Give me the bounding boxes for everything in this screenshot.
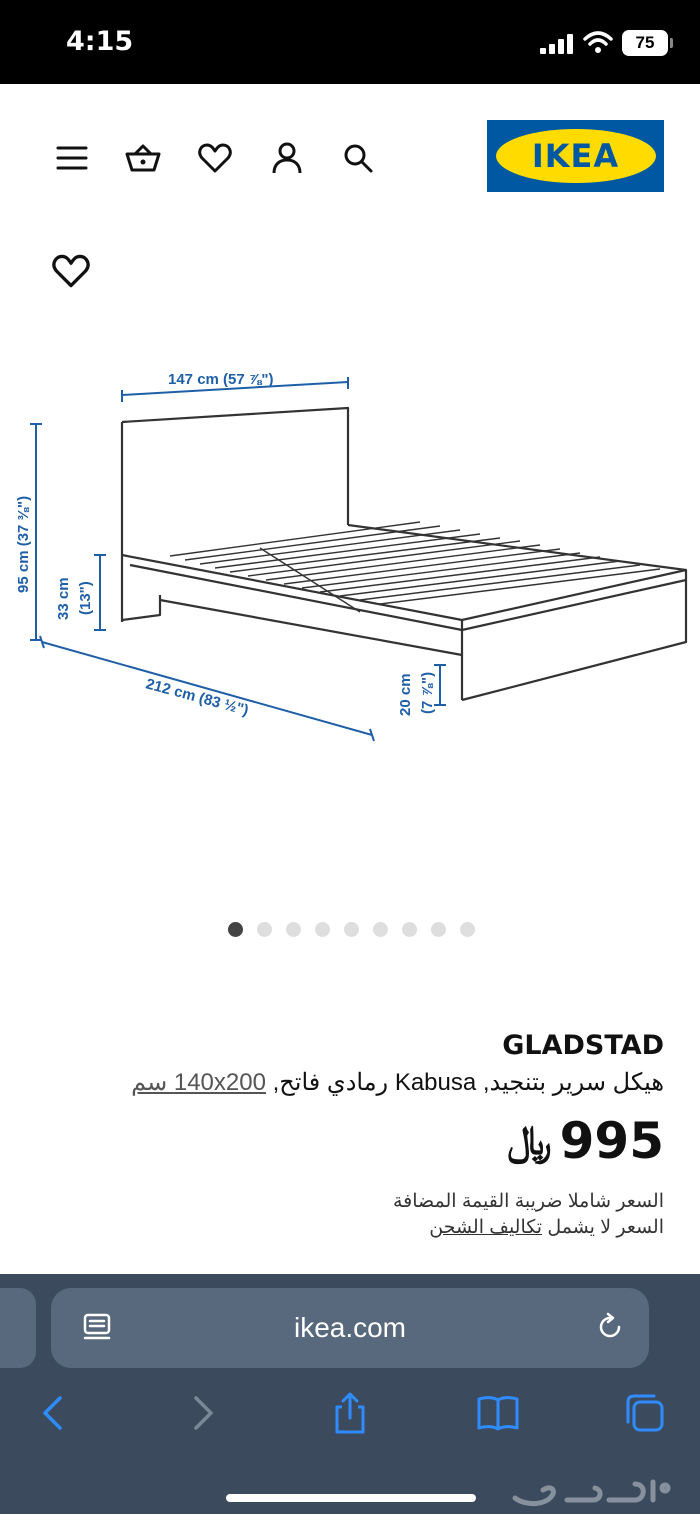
dimension-length-label: 212 cm (83 ½") — [143, 675, 251, 720]
bookmarks-icon[interactable] — [475, 1390, 521, 1436]
home-indicator — [226, 1494, 476, 1502]
logo-text: IKEA — [531, 137, 620, 175]
ikea-logo[interactable] — [487, 120, 664, 192]
carousel-dot[interactable] — [402, 922, 417, 937]
carousel-dot[interactable] — [460, 922, 475, 937]
share-icon[interactable] — [327, 1390, 373, 1436]
carousel-dot[interactable] — [315, 922, 330, 937]
vat-note: السعر شاملا ضريبة القيمة المضافة — [392, 1191, 664, 1212]
search-icon[interactable] — [338, 138, 378, 178]
product-brand: GLADSTAD — [502, 1030, 664, 1061]
dimension-width-label: 147 cm (57 ⅞") — [168, 371, 274, 388]
product-dimension-drawing — [0, 340, 700, 780]
product-description-text: هيكل سرير بتنجيد, Kabusa رمادي فاتح, — [265, 1069, 664, 1096]
dimension-frame-height-in-label: (7 ⅞") — [419, 671, 436, 714]
carousel-dots — [228, 922, 475, 937]
heart-icon[interactable] — [195, 138, 235, 178]
basket-icon[interactable] — [123, 138, 163, 178]
carousel-dot[interactable] — [228, 922, 243, 937]
address-bar[interactable] — [51, 1288, 649, 1368]
forward-arrow-icon[interactable] — [180, 1390, 226, 1436]
dimension-bed-height-in-label: (13") — [77, 581, 94, 615]
carousel-dot[interactable] — [286, 922, 301, 937]
carousel-dot[interactable] — [257, 922, 272, 937]
shipping-note-text: السعر لا يشمل — [542, 1217, 664, 1238]
menu-icon[interactable] — [52, 138, 92, 178]
previous-tab-preview[interactable] — [0, 1288, 36, 1368]
dimension-height-label: 95 cm (37 ⅜") — [15, 495, 32, 593]
reload-icon[interactable] — [593, 1310, 627, 1344]
status-bar — [0, 0, 700, 84]
carousel-dot[interactable] — [431, 922, 446, 937]
url-text: ikea.com — [293, 1312, 407, 1343]
battery-indicator: 75 — [622, 30, 668, 56]
browser-toolbar — [0, 1274, 700, 1514]
status-time: 4:15 — [66, 26, 134, 57]
shipping-note — [429, 1216, 664, 1239]
price-value: 995 — [559, 1112, 664, 1170]
product-size-link[interactable]: 140x200 سم — [131, 1069, 266, 1096]
product-description — [131, 1068, 664, 1097]
shipping-cost-link[interactable]: تكاليف الشحن — [429, 1217, 543, 1238]
product-price — [507, 1112, 664, 1170]
cellular-signal-icon — [540, 34, 574, 54]
haraj-watermark-logo — [505, 1470, 675, 1510]
tabs-icon[interactable] — [622, 1390, 668, 1436]
carousel-dot[interactable] — [373, 922, 388, 937]
dimension-frame-height-label: 20 cm — [397, 673, 414, 716]
carousel-dot[interactable] — [344, 922, 359, 937]
wifi-icon — [583, 30, 613, 54]
favorite-heart-icon[interactable] — [52, 254, 92, 294]
user-icon[interactable] — [267, 138, 307, 178]
dimension-bed-height-label: 33 cm — [55, 577, 72, 620]
back-arrow-icon[interactable] — [30, 1390, 76, 1436]
currency-symbol: ﷼ — [507, 1118, 552, 1163]
